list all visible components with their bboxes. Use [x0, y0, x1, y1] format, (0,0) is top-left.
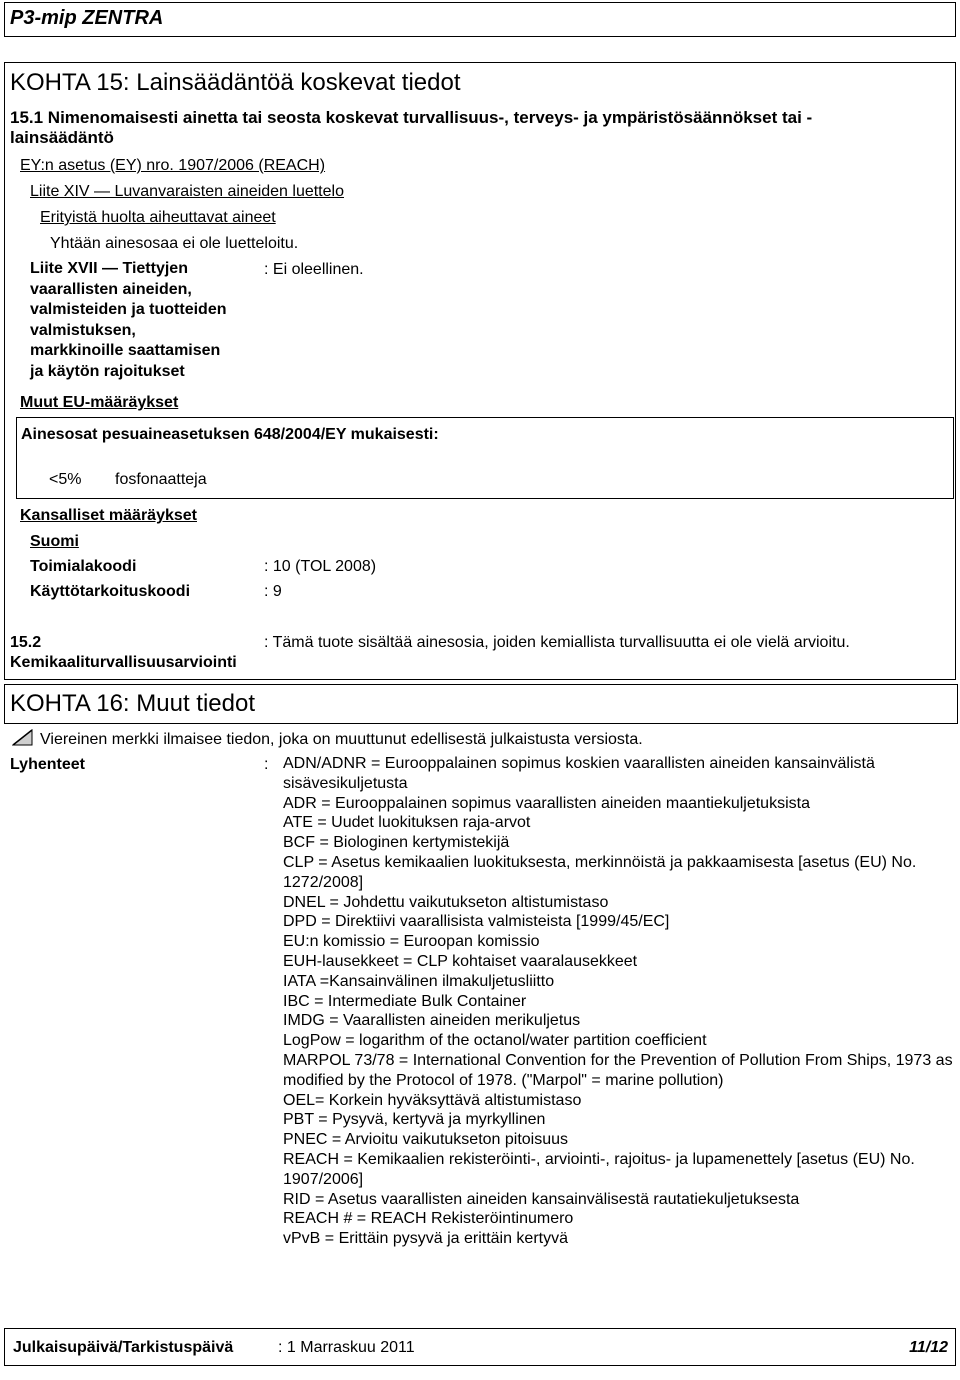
national-heading: Kansalliset määräykset	[20, 507, 197, 524]
sub15-2-value: : Tämä tuote sisältää ainesosia, joiden kemiallista turvallisuutta ei ole vielä arvioitu.	[264, 634, 850, 651]
annex-xvii-value: : Ei oleellinen.	[264, 261, 364, 278]
svhc-heading: Erityistä huolta aiheuttavat aineet	[40, 209, 276, 226]
sub15-2-number: 15.2	[10, 634, 42, 651]
annex-xvii-line: Liite XVII — Tiettyjen	[30, 260, 188, 277]
use-code-value: : 9	[264, 583, 282, 600]
industry-code-label: Toimialakoodi	[30, 558, 137, 575]
footer-date-value: : 1 Marraskuu 2011	[278, 1339, 415, 1356]
sub15-1-line1: 15.1 Nimenomaisesti ainetta tai seosta koskevat turvallisuus-, terveys- ja ympäristösäännökset tai -	[10, 108, 813, 127]
footer-date-label: Julkaisupäivä/Tarkistuspäivä	[13, 1339, 234, 1356]
use-code-label: Käyttötarkoituskoodi	[30, 583, 191, 600]
svhc-text: Yhtään ainesosaa ei ole luetteloitu.	[50, 235, 299, 252]
other-eu-heading: Muut EU-määräykset	[20, 394, 179, 411]
change-marker-icon	[12, 729, 34, 747]
industry-code-value: : 10 (TOL 2008)	[264, 558, 377, 575]
annex-xvii-line: ja käytön rajoitukset	[30, 362, 185, 380]
annex-xvii-line: valmistuksen,	[30, 321, 136, 339]
annex-xvii-line: vaarallisten aineiden,	[30, 280, 192, 298]
section15-title: KOHTA 15: Lainsäädäntöä koskevat tiedot	[10, 69, 461, 96]
abbreviations-list: ADN/ADNR = Eurooppalainen sopimus koskien vaarallisten aineiden kansainvälistä sisävesikuljetusta ADR = Eurooppalainen sopimus vaarallisten aineiden maantiekuljetuksista ATE = Uudet luokituksen raja-arvot BCF = Biologinen kertymistekijä CLP = Asetus kemikaalien luokituksesta, merkinnöistä ja pakkaamisesta [asetus (EU) No. 1272/2008] DNEL = Johdettu vaikutukseton altistumistaso DPD = Direktiivi vaarallisista valmisteista [1999/45/EC] EU:n komissio = Euroopan komissio EUH-lausekkeet = CLP kohtaiset vaaralausekkeet IATA =Kansainvälinen ilmakuljetusliitto IBC = Intermediate Bulk Container IMDG = Vaarallisten aineiden merikuljetus LogPow = logarithm of the octanol/water partition coefficient MARPOL 73/78 = International Convention for the Prevention of Pollution From Ships, 1973 as modified by the Protocol of 1978. ("Marpol" = marine pollution) OEL= Korkein hyväksyttävä altistumistaso PBT = Pysyvä, kertyvä ja myrkyllinen PNEC = Arvioitu vaikutukseton pitoisuus REACH = Kemikaalien rekisteröinti-, arviointi-, rajoitus- ja lupamenettely [asetus (EU) No. 1907/2006] RID = Asetus vaarallisten aineiden kansainvälisestä rautatiekuljetuksesta REACH # = REACH Rekisteröintinumero vPvB = Erittäin pysyvä ja erittäin kertyvä	[283, 755, 953, 1248]
detergent-percentage: <5%	[49, 471, 82, 488]
annex-xvii-line: valmisteiden ja tuotteiden	[30, 301, 227, 319]
sub15-1-line2: lainsäädäntö	[10, 128, 114, 147]
reach-heading: EY:n asetus (EY) nro. 1907/2006 (REACH)	[20, 157, 326, 174]
annex-xvii-label	[30, 259, 270, 383]
country-heading: Suomi	[30, 533, 79, 550]
annex-xiv: Liite XIV — Luvanvaraisten aineiden luettelo	[30, 183, 344, 200]
section16-title: KOHTA 16: Muut tiedot	[10, 690, 256, 717]
annex-xvii-line: markkinoille saattamisen	[30, 342, 221, 360]
sub15-2-label: Kemikaaliturvallisuusarviointi	[10, 654, 237, 671]
abbreviations-colon: :	[264, 756, 269, 773]
product-name: P3-mip ZENTRA	[10, 7, 164, 29]
detergent-item: fosfonaatteja	[115, 471, 207, 488]
detergent-title: Ainesosat pesuaineasetuksen 648/2004/EY mukaisesti:	[21, 426, 439, 443]
abbreviations-label: Lyhenteet	[10, 756, 85, 773]
change-note: Viereinen merkki ilmaisee tiedon, joka on muuttunut edellisestä julkaistusta versiosta.	[40, 731, 643, 748]
page-number: 11/12	[909, 1339, 948, 1356]
